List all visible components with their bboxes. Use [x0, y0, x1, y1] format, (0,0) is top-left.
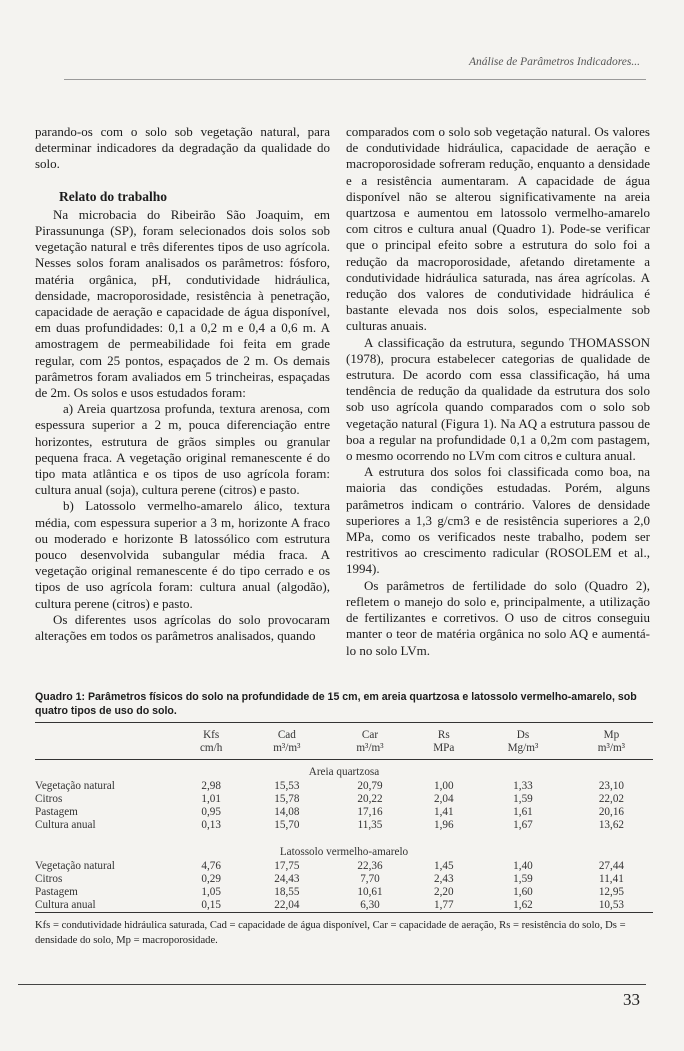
table-cell: 1,59: [513, 792, 533, 805]
table-cell: 1,62: [476, 899, 570, 913]
table-block: [35, 690, 653, 948]
table-cell: 23,10: [598, 779, 624, 792]
table-row: [35, 780, 653, 793]
table-cell: 22,36: [357, 859, 383, 872]
table-cell: 15,53: [274, 779, 300, 792]
table-caption: Quadro 1: Parâmetros físicos do solo na profundidade de 15 cm, em areia quartzosa e latossolo vermelho-amarelo, sob quatro tipos de uso do solo.: [35, 691, 637, 717]
paragraph: A estrutura dos solos foi classificada como boa, na maioria das condições estudadas. Porém, alguns parâmetros indicam o contrário. Valores de densidade superiores a 1,3 g/cm3 e de resistência superiores a 2,0 MPa, como os verificados neste trabalho, podem ser restritivos ao crescimento radicular (ROSOLEM et al., 1994).: [346, 464, 650, 577]
table-cell: 2,43: [434, 872, 454, 885]
table-cell: 12,95: [598, 886, 624, 899]
table-cell: 10,61: [357, 886, 383, 899]
row-label: Citros: [35, 872, 63, 885]
table-row: [35, 873, 653, 886]
left-column: [35, 124, 330, 644]
column-header: Kfs: [177, 723, 245, 743]
table-cell: 1,45: [434, 859, 454, 872]
column-header: Ds: [476, 723, 570, 743]
table-cell: 15,78: [274, 792, 300, 805]
table-cell: 22,02: [598, 792, 624, 805]
row-label: Vegetação natural: [35, 779, 115, 792]
table-cell: 1,77: [412, 899, 477, 913]
row-label: Pastagem: [35, 886, 78, 899]
paragraph: Na microbacia do Ribeirão São Joaquim, em Pirassununga (SP), foram selecionados dois solos sob vegetação natural e três diferentes tipos de uso agrícola. Nesses solos foram analisados os parâmetros: fósforo, matéria orgânica, pH, condutividade hidráulica, densidade, macroporosidade, resistência à penetração, capacidade de aeração e capacidade de água disponível, em duas profundidades: 0,1 a 0,2 m e 0,4 a 0,6 m. A amostragem de permeabilidade foi feita em grade regular, com 25 pontos, espaçados de 2 m. Os demais parâmetros foram avaliados em 5 trincheiras, espaçadas de 2m. Os solos e usos estudados foram:: [35, 206, 330, 401]
table-row: [35, 793, 653, 806]
table-cell: 18,55: [274, 886, 300, 899]
column-header: Rs: [412, 723, 477, 743]
table-cell: 1,60: [513, 886, 533, 899]
soil-item-b: b) Latossolo vermelho-amarelo álico, textura média, com espessura superior a 3 m, horizonte A fraco ou moderado e horizonte B latossólico com estrutura pouco desenvolvida subangular média fraca. A vegetação original remanescente é do tipo cerrado e os tipos de uso agrícola foram: cultura anual (algodão), cultura perene (citros) e pasto.: [35, 498, 330, 611]
table-cell: 1,00: [434, 779, 454, 792]
column-unit: m³/m³: [245, 742, 328, 760]
table-cell: 1,96: [434, 819, 454, 832]
intro-paragraph: parando-os com o solo sob vegetação natural, para determinar indicadores da degradação da qualidade do solo.: [35, 124, 330, 172]
row-label: Cultura anual: [35, 819, 96, 832]
paragraph: Os diferentes usos agrícolas do solo provocaram alterações em todos os parâmetros analisados, quando: [35, 611, 330, 644]
table-cell: 22,04: [245, 899, 328, 913]
table-cell: 1,59: [513, 872, 533, 885]
row-label: Cultura anual: [35, 899, 177, 913]
row-spacer: [35, 832, 653, 840]
table-row: [35, 886, 653, 899]
table-cell: 1,41: [434, 806, 454, 819]
page-number: 33: [623, 990, 640, 1009]
table-cell: 2,98: [201, 779, 221, 792]
table-cell: 20,79: [357, 779, 383, 792]
table-cell: 1,61: [513, 806, 533, 819]
header-blank: [35, 723, 177, 743]
table-row: [35, 899, 653, 913]
right-column: [346, 124, 650, 659]
table-cell: 6,30: [328, 899, 411, 913]
table-cell: 1,67: [513, 819, 533, 832]
table-row: [35, 806, 653, 819]
row-label: Vegetação natural: [35, 859, 115, 872]
table-cell: 1,01: [201, 792, 221, 805]
column-header: Car: [328, 723, 411, 743]
column-unit: m³/m³: [570, 742, 653, 760]
unit-blank: [35, 742, 177, 760]
column-header: Cad: [245, 723, 328, 743]
table-cell: 2,04: [434, 792, 454, 805]
table-cell: 1,05: [201, 886, 221, 899]
table-cell: 0,29: [201, 872, 221, 885]
table-cell: 17,16: [357, 806, 383, 819]
row-label: Pastagem: [35, 806, 78, 819]
soil-item-a: a) Areia quartzosa profunda, textura arenosa, com espessura superior a 2 m, pouca diferenciação entre horizontes, estrutura de grãos simples ou granular pequena fraca. A vegetação original remanescente é do tipo mata atlântica e os tipos de uso agrícola foram: cultura anual (soja), cultura perene (citros) e pasto.: [35, 401, 330, 498]
table-row: [35, 819, 653, 832]
table-cell: 11,41: [599, 872, 624, 885]
table-row: [35, 860, 653, 873]
paragraph: Os parâmetros de fertilidade do solo (Quadro 2), refletem o manejo do solo e, principalmente, a utilização de fertilizantes e corretivos. O uso de citros conseguiu manter o teor de matéria orgânica no solo AQ e aumentá-lo no solo LVm.: [346, 577, 650, 658]
table-cell: 24,43: [274, 872, 300, 885]
row-label: Citros: [35, 792, 63, 805]
column-header: Mp: [570, 723, 653, 743]
table-cell: 13,62: [598, 819, 624, 832]
data-table: [35, 722, 653, 913]
column-unit: MPa: [412, 742, 477, 760]
column-unit: m³/m³: [328, 742, 411, 760]
table-cell: 0,13: [201, 819, 221, 832]
table-cell: 1,40: [513, 859, 533, 872]
section-title: Relato do trabalho: [59, 188, 167, 204]
table-footnote: Kfs = condutividade hidráulica saturada, Cad = capacidade de água disponível, Car = capacidade de aeração, Rs = resistência do solo, Ds = densidade do solo, Mp = macroporosidade.: [35, 920, 626, 947]
table-cell: 15,70: [274, 819, 300, 832]
table-cell: 2,20: [434, 886, 454, 899]
paragraph: comparados com o solo sob vegetação natural. Os valores de condutividade hidráulica, capacidade de aeração e macroporosidade sofreram redução, enquanto a densidade e a resistência aumentaram. A capacidade de água disponível não se alterou significativamente na areia quartzosa e aumentou em latossolo vermelho-amarelo com citros e cultura anual (Quadro 1). Pode-se verificar que o principal efeito sobre a estrutura do solo foi a redução da macroporosidade, afetando diretamente a condutividade hidráulica saturada, nas área agrícolas. A redução dos valores de condutividade hidráulica é bastante elevada nos dois solos, especialmente sob culturas anuais.: [346, 124, 650, 334]
table-cell: 0,95: [201, 806, 221, 819]
table-cell: 0,15: [177, 899, 245, 913]
table-cell: 11,35: [357, 819, 383, 832]
column-unit: Mg/m³: [476, 742, 570, 760]
table-cell: 4,76: [201, 859, 221, 872]
table-cell: 20,16: [598, 806, 624, 819]
group-heading: Areia quartzosa: [308, 766, 380, 779]
header-rule: [64, 79, 646, 80]
table-cell: 1,33: [513, 779, 533, 792]
table-cell: 17,75: [274, 859, 300, 872]
running-head: Análise de Parâmetros Indicadores...: [469, 56, 640, 68]
group-heading: Latossolo vermelho-amarelo: [279, 846, 409, 859]
table-cell: 20,22: [357, 792, 383, 805]
footer-rule: [18, 984, 646, 985]
table-cell: 7,70: [360, 872, 380, 885]
paragraph: A classificação da estrutura, segundo THOMASSON (1978), procura estabelecer categorias de qualidade de estrutura. De acordo com essa classificação, há uma tendência de redução da qualidade da estrutura dos solo sob uso agrícola quando comparados com o solo sob vegetação natural (Figura 1). Na AQ a estrutura passou de boa a regular na profundidade 0,1 a 0,2m com pastagem, o mesmo ocorrendo no LVm com citros e cultura anual.: [346, 334, 650, 464]
table-cell: 27,44: [598, 859, 624, 872]
table-cell: 10,53: [570, 899, 653, 913]
table-cell: 14,08: [274, 806, 300, 819]
column-unit: cm/h: [177, 742, 245, 760]
